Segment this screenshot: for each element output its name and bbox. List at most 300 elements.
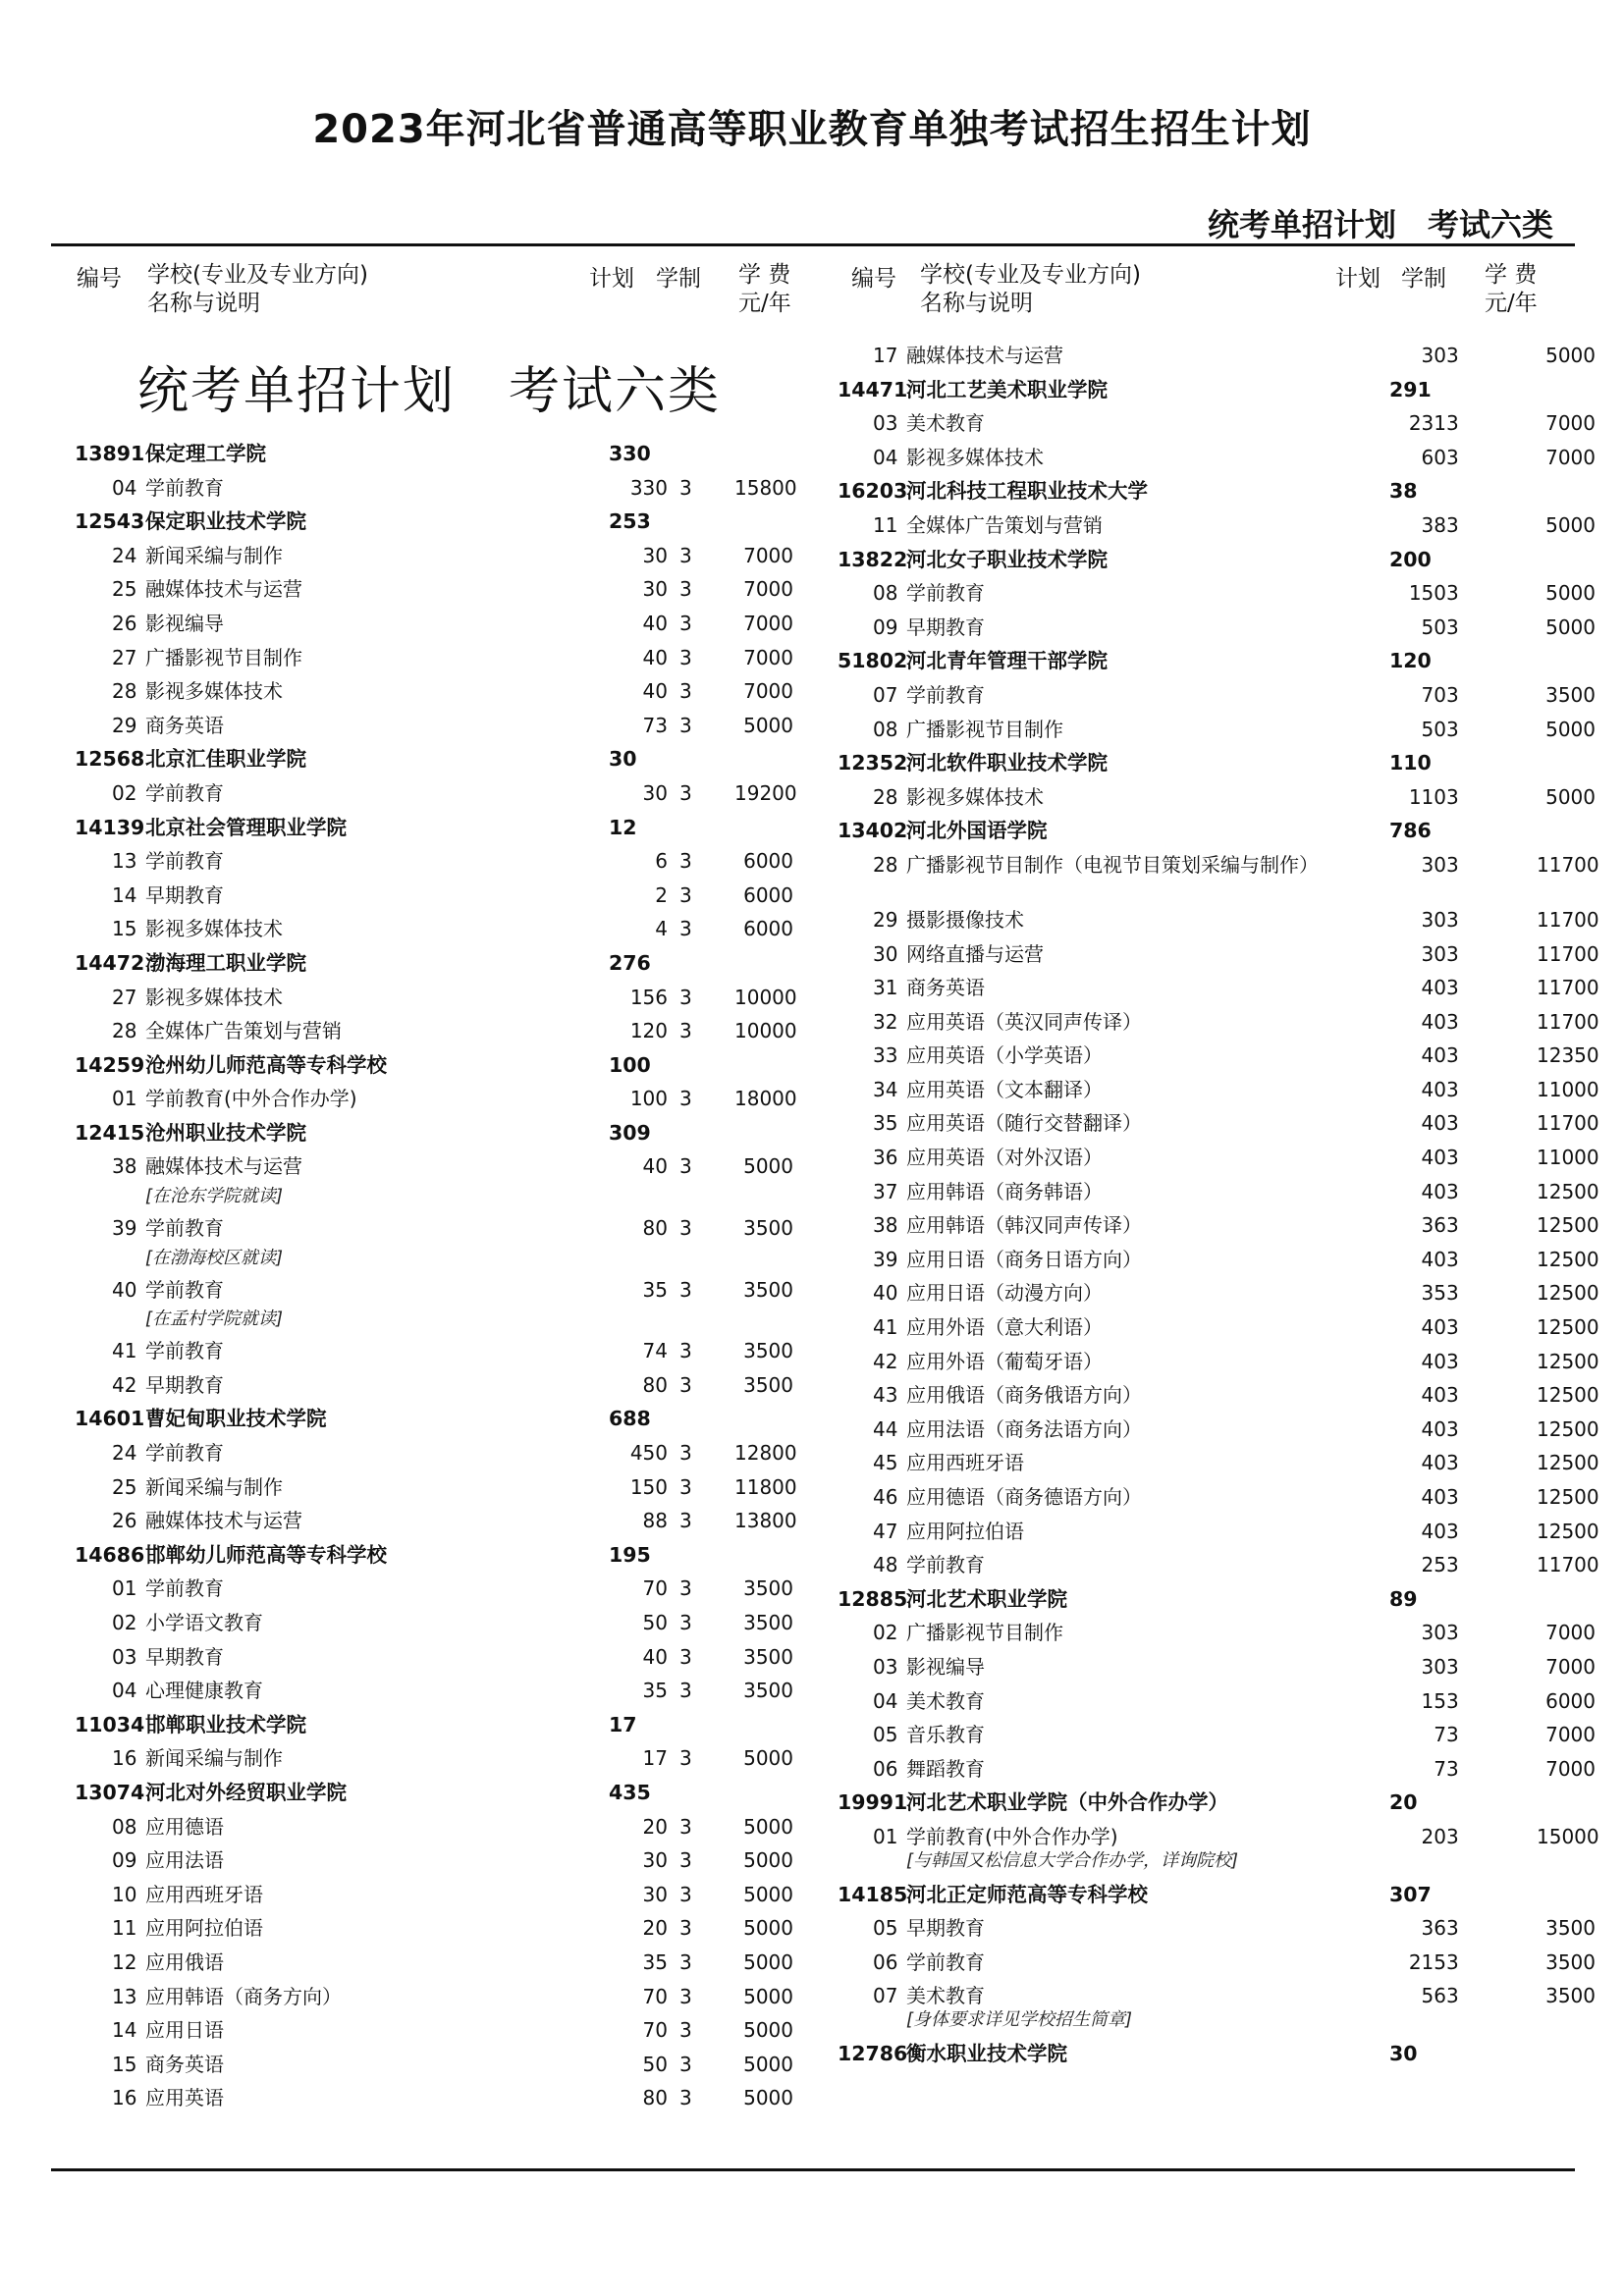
major-plan: 231 bbox=[1408, 411, 1446, 436]
major-name: 早期教育 bbox=[906, 1916, 985, 1941]
major-plan: 40 bbox=[1421, 1043, 1446, 1068]
school-plan-total: 89 bbox=[1389, 1586, 1418, 1611]
major-name: 新闻采编与制作 bbox=[145, 1474, 283, 1499]
major-plan: 35 bbox=[642, 1949, 668, 1974]
major-years: 3 bbox=[1446, 445, 1459, 469]
major-name: 应用英语（文本翻译） bbox=[906, 1077, 1103, 1101]
major-plan: 40 bbox=[642, 611, 668, 635]
major-name: 应用日语 bbox=[145, 2018, 224, 2043]
major-name: 融媒体技术与运营 bbox=[145, 577, 302, 602]
major-years: 3 bbox=[679, 1087, 692, 1111]
major-name: 学前教育(中外合作办学) bbox=[906, 1824, 1118, 1848]
major-code: 13 bbox=[112, 849, 137, 874]
major-code: 05 bbox=[873, 1916, 898, 1941]
major-name: 融媒体技术与运营 bbox=[906, 344, 1063, 367]
major-row bbox=[812, 679, 1624, 714]
major-plan: 17 bbox=[642, 1746, 668, 1771]
major-code: 16 bbox=[112, 1746, 137, 1771]
top-rule bbox=[51, 243, 1575, 246]
major-code: 08 bbox=[112, 1814, 137, 1839]
major-years: 3 bbox=[679, 1277, 692, 1302]
major-plan: 80 bbox=[642, 2086, 668, 2110]
major-code: 41 bbox=[873, 1315, 898, 1340]
major-code: 04 bbox=[112, 475, 137, 500]
header-fee-line2: 元/年 bbox=[738, 291, 791, 316]
major-name: 影视多媒体技术 bbox=[906, 445, 1044, 469]
major-plan: 40 bbox=[1421, 1247, 1446, 1271]
major-years: 3 bbox=[679, 1339, 692, 1363]
school-name: 保定理工学院 bbox=[145, 442, 266, 465]
major-name: 商务英语 bbox=[906, 976, 985, 1000]
major-fee: 18000 bbox=[734, 1087, 797, 1111]
major-name: 应用德语（商务德语方向） bbox=[906, 1485, 1142, 1509]
school-code: 12415 bbox=[75, 1120, 145, 1145]
major-years: 3 bbox=[1446, 1009, 1459, 1034]
major-name: 学前教育(中外合作办学) bbox=[145, 1087, 357, 1111]
major-years: 3 bbox=[1446, 1621, 1459, 1645]
major-years: 3 bbox=[1446, 1315, 1459, 1340]
major-row bbox=[812, 1244, 1624, 1278]
major-fee: 5000 bbox=[1545, 344, 1596, 367]
major-plan: 20 bbox=[642, 1916, 668, 1941]
major-code: 41 bbox=[112, 1339, 137, 1363]
major-fee: 15800 bbox=[734, 475, 797, 500]
school-row bbox=[0, 1117, 812, 1151]
major-name: 应用英语（小学英语） bbox=[906, 1043, 1103, 1068]
major-row bbox=[812, 577, 1624, 612]
major-plan: 70 bbox=[642, 2018, 668, 2043]
major-note: [在渤海校区就读] bbox=[145, 1247, 284, 1268]
major-name: 早期教育 bbox=[145, 1372, 224, 1397]
section-banner: 统考单招计划 考试六类 bbox=[137, 362, 722, 421]
header-name-line1: 学校(专业及专业方向) bbox=[147, 262, 368, 288]
major-name: 应用俄语（商务俄语方向） bbox=[906, 1383, 1142, 1408]
major-years: 3 bbox=[679, 577, 692, 602]
major-code: 13 bbox=[112, 1984, 137, 2008]
major-fee: 7000 bbox=[1545, 1621, 1596, 1645]
major-plan: 7 bbox=[1434, 1756, 1446, 1781]
major-name: 美术教育 bbox=[906, 411, 985, 436]
major-years: 3 bbox=[679, 1746, 692, 1771]
major-plan: 36 bbox=[1421, 1213, 1446, 1238]
major-plan: 40 bbox=[1421, 1179, 1446, 1203]
major-fee: 7000 bbox=[1545, 411, 1596, 436]
major-plan: 40 bbox=[1421, 1519, 1446, 1543]
major-plan: 120 bbox=[629, 1019, 668, 1043]
major-code: 24 bbox=[112, 1441, 137, 1466]
major-code: 27 bbox=[112, 645, 137, 669]
major-plan: 70 bbox=[642, 1576, 668, 1601]
major-code: 44 bbox=[873, 1416, 898, 1441]
major-fee: 3500 bbox=[743, 1644, 793, 1669]
major-name: 应用西班牙语 bbox=[145, 1882, 263, 1906]
major-row bbox=[812, 1753, 1624, 1788]
major-code: 48 bbox=[873, 1553, 898, 1577]
school-row bbox=[812, 645, 1624, 679]
major-plan: 30 bbox=[1421, 852, 1446, 877]
major-fee: 13800 bbox=[734, 1509, 797, 1533]
major-fee: 12500 bbox=[1537, 1519, 1599, 1543]
major-name: 早期教育 bbox=[906, 614, 985, 639]
major-code: 34 bbox=[873, 1077, 898, 1101]
header-name-line2: 名称与说明 bbox=[147, 291, 260, 316]
major-fee: 11000 bbox=[1537, 1146, 1599, 1170]
major-note-row bbox=[0, 1185, 812, 1212]
major-name: 应用英语（英汉同声传译） bbox=[906, 1009, 1142, 1034]
major-name: 小学语文教育 bbox=[145, 1611, 263, 1634]
major-code: 27 bbox=[112, 985, 137, 1009]
school-code: 13891 bbox=[75, 442, 145, 465]
major-years: 3 bbox=[679, 1916, 692, 1941]
school-name: 沧州职业技术学院 bbox=[145, 1120, 306, 1145]
major-row bbox=[0, 1573, 812, 1607]
major-row bbox=[812, 972, 1624, 1006]
major-fee: 5000 bbox=[743, 713, 793, 737]
school-code: 13074 bbox=[75, 1780, 145, 1804]
major-code: 05 bbox=[873, 1723, 898, 1747]
major-years: 3 bbox=[679, 1576, 692, 1601]
major-years: 3 bbox=[1446, 1383, 1459, 1408]
major-fee: 5000 bbox=[743, 1154, 793, 1179]
major-plan: 30 bbox=[642, 543, 668, 567]
major-fee: 12500 bbox=[1537, 1281, 1599, 1306]
major-row bbox=[812, 1414, 1624, 1448]
major-name: 全媒体广告策划与营销 bbox=[145, 1019, 342, 1043]
school-code: 16203 bbox=[838, 479, 908, 504]
major-code: 46 bbox=[873, 1485, 898, 1509]
major-row bbox=[812, 1006, 1624, 1041]
major-years: 3 bbox=[679, 1679, 692, 1703]
major-name: 应用英语 bbox=[145, 2086, 224, 2110]
major-row bbox=[0, 1150, 812, 1185]
major-code: 35 bbox=[873, 1111, 898, 1136]
bottom-rule bbox=[51, 2168, 1575, 2171]
major-years: 3 bbox=[679, 2086, 692, 2110]
major-fee: 12500 bbox=[1537, 1349, 1599, 1373]
major-name: 美术教育 bbox=[906, 1984, 985, 2008]
major-fee: 6000 bbox=[743, 882, 793, 907]
major-row bbox=[0, 880, 812, 914]
major-plan: 80 bbox=[642, 1372, 668, 1397]
major-name: 影视多媒体技术 bbox=[906, 784, 1044, 809]
school-code: 12568 bbox=[75, 747, 145, 772]
major-fee: 11700 bbox=[1537, 852, 1599, 877]
major-years: 3 bbox=[679, 780, 692, 805]
major-fee: 5000 bbox=[1545, 784, 1596, 809]
major-plan: 30 bbox=[642, 577, 668, 602]
school-code: 12352 bbox=[838, 751, 908, 775]
school-code: 12786 bbox=[838, 2041, 908, 2065]
major-code: 03 bbox=[873, 411, 898, 436]
major-row bbox=[0, 2049, 812, 2083]
school-row bbox=[0, 1709, 812, 1743]
school-row bbox=[0, 506, 812, 540]
major-fee: 12500 bbox=[1537, 1383, 1599, 1408]
major-row bbox=[0, 1844, 812, 1879]
major-row bbox=[0, 1083, 812, 1117]
school-code: 13402 bbox=[838, 819, 908, 843]
major-row bbox=[0, 982, 812, 1016]
major-code: 33 bbox=[873, 1043, 898, 1068]
major-fee: 5000 bbox=[1545, 512, 1596, 537]
major-name: 商务英语 bbox=[145, 713, 224, 737]
major-fee: 12350 bbox=[1537, 1043, 1599, 1068]
major-row bbox=[0, 1675, 812, 1709]
school-name: 北京社会管理职业学院 bbox=[145, 815, 347, 839]
major-fee: 11700 bbox=[1537, 1111, 1599, 1136]
major-plan: 40 bbox=[1421, 1485, 1446, 1509]
major-row bbox=[812, 781, 1624, 816]
major-fee: 7000 bbox=[743, 577, 793, 602]
school-name: 衡水职业技术学院 bbox=[906, 2041, 1067, 2065]
major-code: 02 bbox=[112, 780, 137, 805]
school-row bbox=[812, 544, 1624, 578]
major-name: 学前教育 bbox=[145, 1277, 224, 1302]
major-years: 3 bbox=[1446, 1485, 1459, 1509]
school-row bbox=[0, 1539, 812, 1574]
document-title: 2023年河北省普通高等职业教育单独考试招生招生计划 bbox=[312, 107, 1312, 152]
major-years: 3 bbox=[679, 1474, 692, 1499]
major-name: 早期教育 bbox=[145, 882, 224, 907]
major-years: 3 bbox=[679, 543, 692, 567]
major-name: 应用日语（动漫方向） bbox=[906, 1281, 1103, 1306]
major-years: 3 bbox=[1446, 1213, 1459, 1238]
major-plan: 40 bbox=[1421, 1009, 1446, 1034]
major-fee: 5000 bbox=[743, 1916, 793, 1941]
major-fee: 5000 bbox=[1545, 717, 1596, 741]
major-code: 01 bbox=[112, 1087, 137, 1111]
school-plan-total: 12 bbox=[609, 815, 637, 839]
major-name: 应用外语（意大利语） bbox=[906, 1315, 1103, 1340]
school-code: 19991 bbox=[838, 1790, 908, 1815]
school-code: 51802 bbox=[838, 649, 908, 673]
major-name: 舞蹈教育 bbox=[906, 1756, 985, 1781]
school-plan-total: 435 bbox=[609, 1780, 651, 1804]
major-row bbox=[812, 1516, 1624, 1550]
major-name: 广播影视节目制作 bbox=[906, 717, 1063, 741]
major-plan: 35 bbox=[642, 1277, 668, 1302]
major-row bbox=[812, 904, 1624, 938]
major-code: 45 bbox=[873, 1451, 898, 1475]
school-row bbox=[0, 1777, 812, 1811]
major-row bbox=[812, 1481, 1624, 1516]
major-plan: 20 bbox=[642, 1814, 668, 1839]
major-row bbox=[812, 509, 1624, 544]
major-name: 学前教育 bbox=[145, 1576, 224, 1601]
major-years: 3 bbox=[1446, 1111, 1459, 1136]
major-plan: 30 bbox=[1421, 941, 1446, 966]
left-plan-list bbox=[0, 438, 812, 2116]
school-code: 14472 bbox=[75, 950, 145, 975]
major-row bbox=[0, 1641, 812, 1676]
major-code: 38 bbox=[873, 1213, 898, 1238]
major-years: 3 bbox=[679, 611, 692, 635]
major-row bbox=[812, 1209, 1624, 1244]
major-plan: 88 bbox=[642, 1509, 668, 1533]
major-years: 3 bbox=[1446, 1179, 1459, 1203]
school-row bbox=[0, 1403, 812, 1437]
major-plan: 56 bbox=[1421, 1984, 1446, 2008]
school-code: 12885 bbox=[838, 1586, 908, 1611]
school-code: 12543 bbox=[75, 509, 145, 534]
major-name: 应用英语（对外汉语） bbox=[906, 1146, 1103, 1170]
major-plan: 40 bbox=[642, 1644, 668, 1669]
major-fee: 12500 bbox=[1537, 1451, 1599, 1475]
major-fee: 12500 bbox=[1537, 1247, 1599, 1271]
major-fee: 12500 bbox=[1537, 1179, 1599, 1203]
major-row bbox=[812, 407, 1624, 442]
major-plan: 73 bbox=[642, 713, 668, 737]
major-code: 38 bbox=[112, 1154, 137, 1179]
school-plan-total: 309 bbox=[609, 1120, 651, 1145]
major-code: 07 bbox=[873, 1984, 898, 2008]
major-years: 3 bbox=[1446, 941, 1459, 966]
major-years: 3 bbox=[1446, 581, 1459, 606]
header-code: 编号 bbox=[851, 266, 896, 292]
major-years: 3 bbox=[679, 917, 692, 941]
school-plan-total: 20 bbox=[1389, 1790, 1418, 1815]
major-name: 应用韩语（商务韩语） bbox=[906, 1179, 1103, 1203]
school-name: 河北外国语学院 bbox=[906, 819, 1048, 843]
major-fee: 3500 bbox=[1545, 682, 1596, 707]
major-years: 3 bbox=[679, 1509, 692, 1533]
major-row bbox=[0, 540, 812, 574]
major-plan: 20 bbox=[1421, 1824, 1446, 1848]
school-row bbox=[0, 743, 812, 777]
major-row bbox=[0, 1471, 812, 1506]
school-name: 河北艺术职业学院 bbox=[906, 1586, 1067, 1611]
major-row bbox=[812, 1617, 1624, 1651]
major-years: 3 bbox=[1446, 1984, 1459, 2008]
major-row bbox=[0, 1742, 812, 1777]
major-code: 11 bbox=[112, 1916, 137, 1941]
major-name: 美术教育 bbox=[906, 1688, 985, 1713]
major-plan: 35 bbox=[1421, 1281, 1446, 1306]
major-years: 3 bbox=[679, 679, 692, 704]
major-code: 29 bbox=[112, 713, 137, 737]
major-row bbox=[812, 1719, 1624, 1753]
school-plan-total: 110 bbox=[1389, 751, 1432, 775]
major-plan: 70 bbox=[1421, 682, 1446, 707]
major-name: 学前教育 bbox=[145, 1441, 224, 1466]
major-fee: 7000 bbox=[1545, 1654, 1596, 1679]
major-row bbox=[0, 1981, 812, 2015]
major-plan: 40 bbox=[642, 1154, 668, 1179]
major-plan: 4 bbox=[655, 917, 668, 941]
school-plan-total: 307 bbox=[1389, 1882, 1432, 1906]
school-plan-total: 38 bbox=[1389, 479, 1418, 504]
major-fee: 12800 bbox=[734, 1441, 797, 1466]
major-plan: 40 bbox=[1421, 1146, 1446, 1170]
school-code: 11034 bbox=[75, 1712, 145, 1736]
major-row bbox=[812, 1277, 1624, 1311]
major-plan: 50 bbox=[642, 2052, 668, 2076]
major-row bbox=[812, 1379, 1624, 1414]
school-code: 14185 bbox=[838, 1882, 908, 1906]
header-fee-line1: 学 费 bbox=[738, 262, 791, 288]
major-name: 应用西班牙语 bbox=[906, 1451, 1024, 1475]
major-years: 3 bbox=[1446, 1723, 1459, 1747]
header-name-line2: 名称与说明 bbox=[920, 291, 1033, 316]
header-code: 编号 bbox=[77, 266, 122, 292]
major-name: 影视多媒体技术 bbox=[145, 985, 283, 1009]
major-name: 学前教育 bbox=[145, 849, 224, 874]
school-name: 曹妃甸职业技术学院 bbox=[145, 1407, 327, 1431]
major-code: 40 bbox=[112, 1277, 137, 1302]
major-name: 应用英语（随行交替翻译） bbox=[906, 1111, 1142, 1136]
major-plan: 25 bbox=[1421, 1553, 1446, 1577]
major-code: 14 bbox=[112, 2018, 137, 2043]
major-name: 学前教育 bbox=[145, 1339, 224, 1363]
major-years: 3 bbox=[1446, 1349, 1459, 1373]
major-name: 早期教育 bbox=[145, 1644, 224, 1669]
major-years: 3 bbox=[1446, 1654, 1459, 1679]
school-plan-total: 100 bbox=[609, 1052, 651, 1077]
major-plan: 110 bbox=[1408, 784, 1446, 809]
major-years: 3 bbox=[679, 475, 692, 500]
major-years: 3 bbox=[679, 2052, 692, 2076]
major-fee: 5000 bbox=[743, 1882, 793, 1906]
major-fee: 5000 bbox=[743, 2052, 793, 2076]
school-code: 14686 bbox=[75, 1542, 145, 1567]
major-years: 3 bbox=[679, 1441, 692, 1466]
major-name: 影视编导 bbox=[145, 611, 224, 635]
major-plan: 30 bbox=[642, 780, 668, 805]
major-years: 3 bbox=[679, 1848, 692, 1873]
major-years: 3 bbox=[1446, 1416, 1459, 1441]
major-code: 31 bbox=[873, 976, 898, 1000]
major-fee: 11700 bbox=[1537, 941, 1599, 966]
major-years: 3 bbox=[679, 1019, 692, 1043]
major-code: 12 bbox=[112, 1949, 137, 1974]
school-row bbox=[812, 747, 1624, 781]
major-note: [在孟村学院就读] bbox=[145, 1308, 284, 1330]
major-years: 3 bbox=[1446, 682, 1459, 707]
school-plan-total: 17 bbox=[609, 1712, 637, 1736]
major-fee: 6000 bbox=[743, 849, 793, 874]
major-code: 16 bbox=[112, 2086, 137, 2110]
major-plan: 30 bbox=[642, 1848, 668, 1873]
major-code: 36 bbox=[873, 1146, 898, 1170]
major-row bbox=[812, 340, 1624, 374]
major-name: 新闻采编与制作 bbox=[145, 1746, 283, 1771]
major-years: 3 bbox=[1446, 512, 1459, 537]
major-note: [身体要求详见学校招生简章] bbox=[906, 2008, 1133, 2030]
major-years: 3 bbox=[679, 1984, 692, 2008]
major-years: 3 bbox=[1446, 1146, 1459, 1170]
major-years: 3 bbox=[1446, 614, 1459, 639]
major-row bbox=[0, 1607, 812, 1641]
major-name: 音乐教育 bbox=[906, 1723, 985, 1747]
major-note-row bbox=[812, 2008, 1624, 2038]
major-name: 应用法语 bbox=[145, 1848, 224, 1873]
major-row bbox=[0, 2014, 812, 2049]
right-plan-list bbox=[812, 340, 1624, 2072]
school-row bbox=[812, 815, 1624, 849]
school-row bbox=[0, 947, 812, 982]
major-fee: 3500 bbox=[743, 1277, 793, 1302]
major-fee: 6000 bbox=[743, 917, 793, 941]
major-plan: 30 bbox=[1421, 344, 1446, 367]
school-plan-total: 30 bbox=[609, 747, 637, 772]
major-plan: 40 bbox=[1421, 1349, 1446, 1373]
major-code: 09 bbox=[112, 1848, 137, 1873]
major-plan: 30 bbox=[642, 1882, 668, 1906]
major-fee: 3500 bbox=[743, 1216, 793, 1241]
major-years: 3 bbox=[679, 1611, 692, 1634]
major-row bbox=[0, 1912, 812, 1947]
major-name: 应用阿拉伯语 bbox=[145, 1916, 263, 1941]
